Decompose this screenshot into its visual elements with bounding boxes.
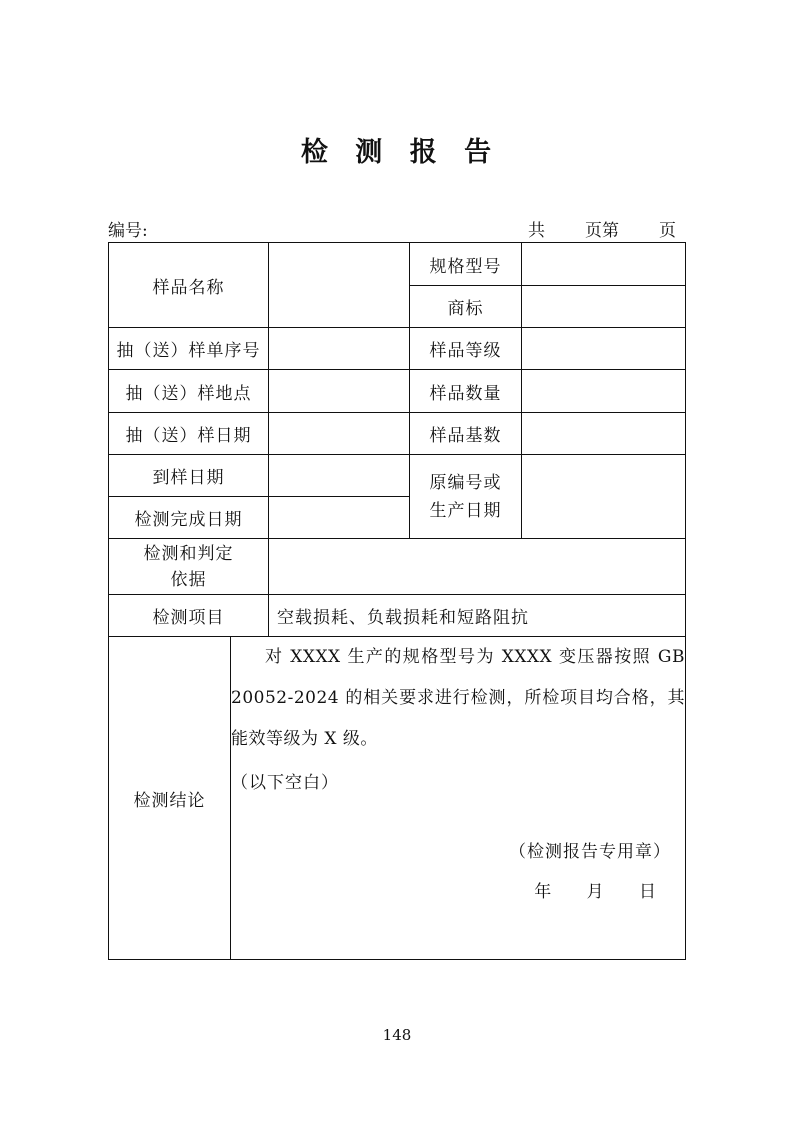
seal-text: （检测报告专用章） bbox=[509, 842, 671, 862]
pages-total-label: 共 bbox=[528, 221, 545, 241]
sample-quantity-value[interactable] bbox=[522, 370, 686, 413]
sample-base-value[interactable] bbox=[522, 413, 686, 455]
original-no-label bbox=[410, 455, 522, 539]
spec-model-label: 规格型号 bbox=[410, 243, 522, 286]
page-title: 检 测 报 告 bbox=[300, 137, 494, 168]
original-no-label-line2: 生产日期 bbox=[429, 500, 502, 521]
test-items-label: 检测项目 bbox=[109, 595, 269, 637]
report-table bbox=[108, 242, 686, 960]
conclusion-cell bbox=[231, 637, 686, 960]
completion-date-value[interactable] bbox=[269, 497, 410, 539]
basis-label-line2: 依据 bbox=[170, 569, 207, 590]
sampling-location-value[interactable] bbox=[269, 370, 410, 413]
spec-model-value[interactable] bbox=[522, 243, 686, 286]
basis-value[interactable] bbox=[269, 539, 686, 595]
page-label: 页第 bbox=[585, 221, 619, 241]
sampling-location-label: 抽（送）样地点 bbox=[109, 370, 269, 413]
trademark-value[interactable] bbox=[522, 286, 686, 328]
sample-name-label: 样品名称 bbox=[109, 243, 269, 328]
arrival-date-value[interactable] bbox=[269, 455, 410, 497]
date-line: 年 月 日 bbox=[534, 882, 657, 902]
page-number: 148 bbox=[382, 1026, 412, 1044]
sample-name-value[interactable] bbox=[269, 243, 410, 328]
original-no-label-line1: 原编号或 bbox=[429, 472, 502, 493]
original-no-value[interactable] bbox=[522, 455, 686, 539]
trademark-label: 商标 bbox=[410, 286, 522, 328]
sampling-order-no-value[interactable] bbox=[269, 328, 410, 370]
sampling-date-value[interactable] bbox=[269, 413, 410, 455]
basis-label-line1: 检测和判定 bbox=[143, 543, 234, 564]
completion-date-label: 检测完成日期 bbox=[109, 497, 269, 539]
conclusion-text: 对 XXXX 生产的规格型号为 XXXX 变压器按照 GB 20052-2024 的相关要求进行检测，所检项目均合格，其能效等级为 X 级。 bbox=[231, 647, 685, 749]
test-items-value: 空载损耗、负载损耗和短路阻抗 bbox=[269, 595, 686, 637]
serial-number-label: 编号: bbox=[108, 221, 148, 241]
basis-label bbox=[109, 539, 269, 595]
sample-grade-value[interactable] bbox=[522, 328, 686, 370]
sampling-date-label: 抽（送）样日期 bbox=[109, 413, 269, 455]
arrival-date-label: 到样日期 bbox=[109, 455, 269, 497]
sample-quantity-label: 样品数量 bbox=[410, 370, 522, 413]
page-suffix: 页 bbox=[659, 221, 676, 241]
sample-grade-label: 样品等级 bbox=[410, 328, 522, 370]
sample-base-label: 样品基数 bbox=[410, 413, 522, 455]
blank-note: （以下空白） bbox=[231, 773, 339, 793]
sampling-order-no-label: 抽（送）样单序号 bbox=[109, 328, 269, 370]
conclusion-label: 检测结论 bbox=[109, 637, 231, 960]
